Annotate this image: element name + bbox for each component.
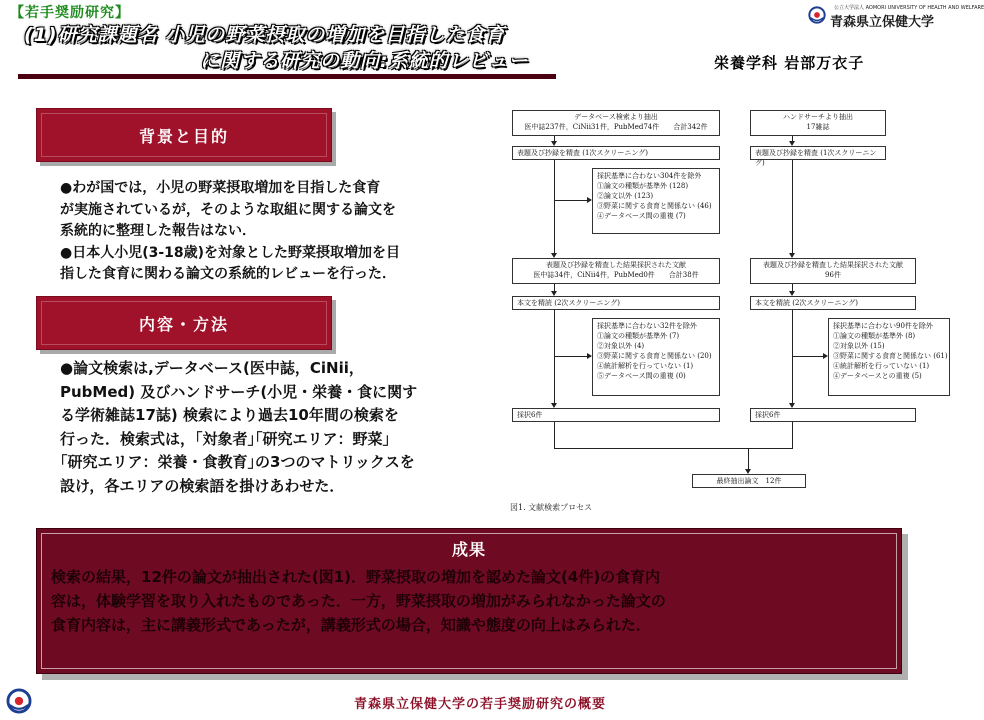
- background-line: が実施されているが，そのような取組に関する論文を: [60, 201, 396, 218]
- flow-arrow: [789, 141, 795, 146]
- flow-arrow: [551, 141, 557, 146]
- flow-database-box: データベース検索より抽出 医中誌237件，CiNii31件，PubMed74件 合計342件: [512, 110, 720, 136]
- flow-screen1-right: 表題及び抄録を精査 (1次スクリーニング): [750, 146, 886, 160]
- footer-text: 青森県立保健大学の若手奨励研究の概要: [353, 697, 606, 712]
- results-text: [51, 565, 881, 637]
- flow-arrow: [587, 197, 592, 203]
- flow-arrow: [789, 291, 795, 296]
- flow-connector: [554, 448, 793, 449]
- method-text: [60, 357, 506, 498]
- university-logo-icon: [808, 6, 826, 24]
- flow-final-box: 最終抽出論文 12件: [692, 474, 806, 488]
- page-title-line-2: に関する研究の動向:系統的レビュー: [200, 50, 529, 72]
- literature-search-flowchart: [508, 104, 952, 524]
- flowchart-caption: 図1. 文献検索プロセス: [510, 503, 593, 512]
- flow-exclusion2-right: 採択基準に合わない90件を除外 ①論文の種類が基準外 (8) ②対象以外 (15) ③野菜に関する食育と関係ない (61) ④統計解析を行っていない (1) ④データベースとの重複 (5): [828, 318, 950, 396]
- flow-screen2-left: 本文を精読 (2次スクリーニング): [512, 296, 720, 310]
- method-line: る学術雑誌17誌) 検索により過去10年間の検索を: [60, 406, 399, 424]
- results-box: [36, 528, 902, 674]
- flow-screen1-left: 表題及び抄録を精査 (1次スクリーニング): [512, 146, 720, 160]
- flow-arrow: [789, 403, 795, 408]
- results-line: 検索の結果，12件の論文が抽出された(図1)．野菜摂取の増加を認めた論文(4件)の食育内: [51, 568, 661, 586]
- method-heading: 内容・方法: [138, 314, 229, 334]
- background-heading: 背景と目的: [138, 126, 229, 146]
- method-line: PubMed) 及びハンドサーチ(小児・栄養・食に関す: [60, 382, 418, 401]
- results-heading: 成果: [451, 540, 486, 559]
- flow-connector: [554, 160, 555, 253]
- page-title-line-1: (1)研究課題名 小児の野菜摂取の増加を目指した食育: [24, 24, 506, 46]
- background-line: ●日本人小児(3-18歳)を対象とした野菜摂取増加を目: [60, 244, 401, 261]
- logo-japanese-text: 青森県立保健大学: [830, 15, 935, 30]
- background-heading-box: [36, 108, 332, 162]
- flow-adopted1-left: 表題及び抄録を精査した結果採択された文献 医中誌34件，CiNii4件，PubMed0件 合計38件: [512, 258, 720, 284]
- background-line: 指した食育に関わる論文の系統的レビューを行った．: [60, 266, 396, 282]
- background-line: ●わが国では，小児の野菜摂取増加を目指した食育: [60, 180, 381, 196]
- method-line: 設け，各エリアの検索語を掛けあわせた．: [60, 476, 345, 495]
- flow-connector: [792, 422, 793, 448]
- method-line: ●論文検索は,データベース(医中誌，CiNii，: [60, 359, 364, 377]
- flow-arrow: [823, 353, 828, 359]
- background-text: [60, 178, 500, 286]
- flow-adopted2-left: 採択6件: [512, 408, 720, 422]
- flow-connector: [792, 356, 823, 357]
- method-heading-box: [36, 296, 332, 350]
- flow-connector: [748, 448, 749, 469]
- flow-connector: [554, 284, 555, 291]
- flow-arrow: [551, 403, 557, 408]
- flow-connector: [554, 422, 555, 448]
- method-line: ｢研究エリア：栄養・食教育｣の3つのマトリックスを: [60, 453, 415, 471]
- flow-exclusion2-left: 採択基準に合わない32件を除外 ①論文の種類が基準外 (7) ②対象以外 (4) ③野菜に関する食育と関係ない (20) ④統計解析を行っていない (1) ⑤データベース間の重複 (0): [592, 318, 720, 396]
- logo-english-text: 公立大学法人 AOMORI UNIVERSITY OF HEALTH AND WELFARE: [834, 5, 984, 11]
- university-logo: [808, 2, 984, 30]
- flow-arrow: [551, 291, 557, 296]
- flow-exclusion1-left: 採択基準に合わない304件を除外 ①論文の種類が基準外 (128) ②論文以外 (123) ③野菜に関する食育と関係ない (46) ④データベース間の重複 (7): [592, 168, 720, 234]
- flow-handsearch-box: ハンドサーチより抽出 17雑誌: [750, 110, 886, 136]
- flow-adopted1-right: 表題及び抄録を精査した結果採択された文献 96件: [750, 258, 916, 284]
- flow-arrow: [789, 253, 795, 258]
- author: 栄養学科 岩部万衣子: [714, 54, 865, 72]
- flow-screen2-right: 本文を精読 (2次スクリーニング): [750, 296, 916, 310]
- header-tag: 【若手奨励研究】: [10, 5, 130, 21]
- flow-arrow: [587, 353, 592, 359]
- flow-connector: [554, 356, 587, 357]
- flow-arrow: [551, 253, 557, 258]
- flow-adopted2-right: 採択6件: [750, 408, 916, 422]
- flow-connector: [792, 160, 793, 253]
- results-line: 容は，体験学習を取り入れたものであった．一方，野菜摂取の増加がみられなかった論文の: [51, 592, 666, 610]
- background-line: 系統的に整理した報告はない．: [60, 223, 256, 239]
- flow-connector: [554, 200, 587, 201]
- method-line: 行った．検索式は，｢対象者｣｢研究エリア：野菜｣: [60, 429, 391, 448]
- flow-arrow: [745, 469, 751, 474]
- results-line: 食育内容は，主に講義形式であったが，講義形式の場合，知識や態度の向上はみられた．: [51, 616, 651, 634]
- flow-connector: [792, 284, 793, 291]
- title-underline: [18, 74, 556, 79]
